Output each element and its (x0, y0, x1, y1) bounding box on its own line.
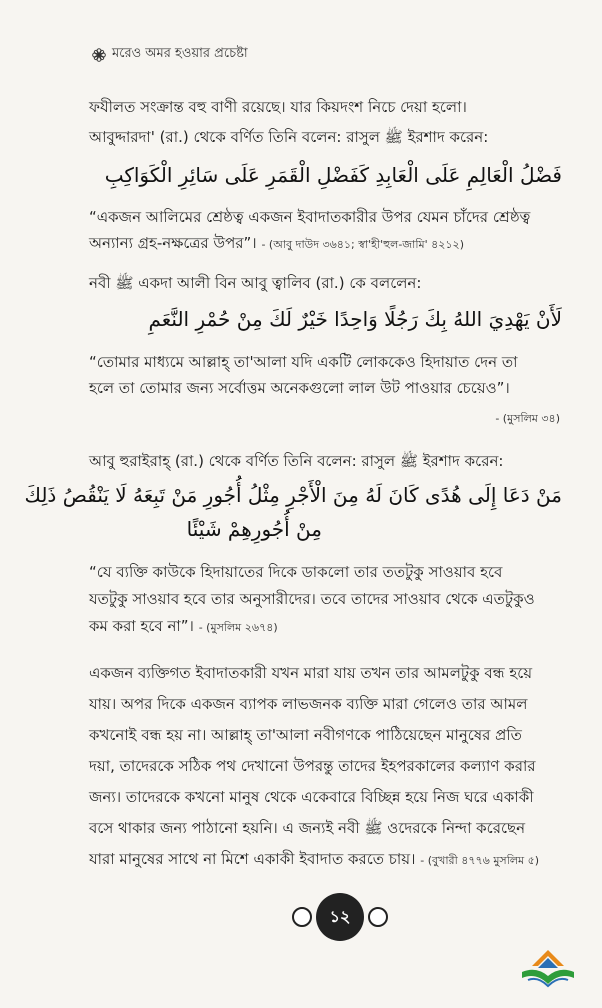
hadith-reference: - (মুসলিম ৩৪) (495, 412, 560, 425)
publisher-logo-icon (520, 946, 576, 990)
paragraph-line: দয়া, তাদেরকে সঠিক পথ দেখানো উপরন্তু তাদের ইহপরকালের কল্যাণ করার (89, 757, 536, 775)
running-title: মরেও অমর হওয়ার প্রচেষ্টা (112, 46, 248, 61)
paragraph-line: জন্য। তাদেরকে কখনো মানুষ থেকে একেবারে বিচ্ছিন্ন হয়ে নিজ ঘরে একাকী (89, 788, 534, 806)
flower-ornament-icon (92, 48, 106, 62)
arabic-hadith: فَضْلُ الْعَالِمِ عَلَى الْعَابِدِ كَفَضْلِ الْقَمَرِ عَلَى سَائِرِ الْكَوَاكِبِ (104, 163, 562, 187)
quote-line: যতটুকু সাওয়াব হবে তার অনুসারীদের। তবে তাদের সাওয়াব থেকে এতটুকুও (89, 590, 535, 608)
arabic-hadith: لَأَنْ يَهْدِيَ اللهُ بِكَ رَجُلًا وَاحِدًا خَيْرٌ لَكَ مِنْ حُمْرِ النَّعَمِ (148, 307, 562, 331)
page-number: ১২ (316, 893, 364, 941)
paragraph-line: যায়। অপর দিকে একজন ব্যাপক লাভজনক ব্যক্তি মারা গেলেও তার আমল (89, 695, 528, 713)
quote-line: হলে তা তোমার জন্য সর্বোত্তম অনেকগুলো লাল উট পাওয়ার চেয়েও”। (89, 379, 510, 397)
paragraph-line: কখনোই বন্ধ হয় না। আল্লাহ্ তা'আলা নবীগণকে পাঠিয়েছেন মানুষের প্রতি (89, 726, 522, 744)
arabic-hadith: مَنْ دَعَا إِلَى هُدًى كَانَ لَهُ مِنَ الْأَجْرِ مِثْلُ أُجُورِ مَنْ تَبِعَهُ لَا يَنْقُصُ ذَلِكَ (24, 483, 562, 507)
ring-ornament-icon (292, 907, 312, 927)
running-head (92, 44, 248, 65)
intro-line: আবু হুরাইরাহ্ (রা.) থেকে বর্ণিত তিনি বলেন: রাসুল ﷺ ইরশাদ করেন: (89, 452, 504, 470)
quote-line (89, 614, 278, 640)
quote-line (89, 231, 464, 257)
paragraph-text: যারা মানুষের সাথে না মিশে একাকী ইবাদাত করতে চায়। (89, 850, 416, 868)
hadith-reference: - (আবু দাউদ ৩৬৪১; স্বা'হী'হুল-জামি' ৪২১২) (261, 238, 464, 251)
arabic-hadith: مِنْ أُجُورِهِمْ شَيْئًا (186, 517, 322, 541)
quote-line: “যে ব্যক্তি কাউকে হিদায়াতের দিকে ডাকলো তার ততটুকু সাওয়াব হবে (89, 563, 503, 581)
paragraph-line: বসে থাকার জন্য পাঠানো হয়নি। এ জন্যই নবী ﷺ ওদেরকে নিন্দা করেছেন (89, 819, 526, 837)
page-number-ornament (292, 893, 388, 941)
paragraph-line (89, 844, 567, 876)
paragraph-line: একজন ব্যক্তিগত ইবাদাতকারী যখন মারা যায় তখন তার আমলটুকু বন্ধ হয়ে (89, 664, 533, 682)
ring-ornament-icon (368, 907, 388, 927)
intro-line: ফযীলত সংক্রান্ত বহু বাণী রয়েছে। যার কিয়দংশ নিচে দেয়া হলো। (89, 98, 467, 116)
intro-line: নবী ﷺ একদা আলী বিন আবু ত্বালিব (রা.) কে বললেন: (89, 274, 422, 292)
intro-line: আবুদ্দারদা' (রা.) থেকে বর্ণিত তিনি বলেন: রাসুল ﷺ ইরশাদ করেন: (89, 128, 489, 146)
quote-text: অন্যান্য গ্রহ-নক্ষত্রের উপর”। (89, 234, 257, 252)
quote-line: “একজন আলিমের শ্রেষ্ঠত্ব একজন ইবাদাতকারীর উপর যেমন চাঁদের শ্রেষ্ঠত্ব (89, 208, 531, 226)
quote-line: “তোমার মাধ্যমে আল্লাহ্ তা'আলা যদি একটি লোককেও হিদায়াত দেন তা (89, 353, 518, 371)
hadith-reference: - (মুসলিম ২৬৭৪) (198, 621, 278, 634)
quote-text: কম করা হবে না”। (89, 617, 194, 635)
hadith-reference: - (বুখারী ৪৭৭৬ মুসলিম ৫) (420, 854, 540, 867)
